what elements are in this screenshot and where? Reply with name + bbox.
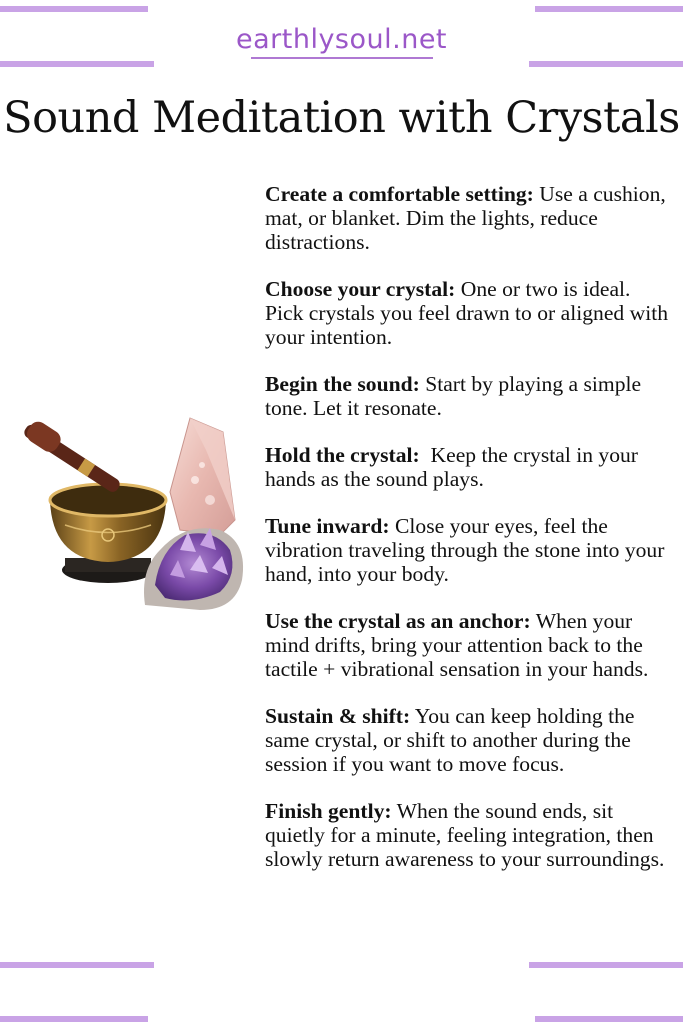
step-heading: Begin the sound: bbox=[265, 372, 420, 396]
step-heading: Hold the crystal: bbox=[265, 443, 420, 467]
step-text: Use a cushion, mat, or blanket. Dim the lights, reduce distractions. bbox=[265, 182, 666, 254]
decorative-bar-top-right bbox=[535, 6, 683, 12]
step-heading: Create a comfortable setting: bbox=[265, 182, 534, 206]
decorative-bar-footer-right bbox=[529, 962, 683, 968]
step-heading: Finish gently: bbox=[265, 799, 392, 823]
decorative-bar-bottom-right bbox=[535, 1016, 683, 1022]
step-text: You can keep holding the same crystal, or shift to another during the session if you want to move focus. bbox=[265, 704, 635, 776]
step-sustain-shift bbox=[265, 704, 670, 776]
step-tune-inward bbox=[265, 514, 670, 586]
amethyst-cluster-icon bbox=[144, 528, 243, 610]
step-text: When your mind drifts, bring your attention back to the tactile + vibrational sensation in your hands. bbox=[265, 609, 649, 681]
step-heading: Choose your crystal: bbox=[265, 277, 456, 301]
brand-underline bbox=[251, 57, 433, 59]
decorative-bar-top-left bbox=[0, 6, 148, 12]
step-choose-crystal bbox=[265, 277, 670, 349]
brand-logo[interactable] bbox=[0, 24, 683, 59]
page-title: Sound Meditation with Crystals bbox=[3, 93, 680, 143]
step-text: When the sound ends, sit quietly for a minute, feeling integration, then slowly return awareness to your surroundings. bbox=[265, 799, 665, 871]
decorative-bar-footer-left bbox=[0, 962, 154, 968]
decorative-bar-header-left bbox=[0, 61, 154, 67]
rose-quartz-point-icon bbox=[170, 418, 235, 535]
singing-bowl-icon bbox=[50, 484, 166, 562]
step-heading: Tune inward: bbox=[265, 514, 390, 538]
step-text: Keep the crystal in your hands as the sound plays. bbox=[265, 443, 644, 491]
step-crystal-anchor bbox=[265, 609, 670, 681]
step-hold-crystal bbox=[265, 443, 670, 491]
decorative-bar-header-right bbox=[529, 61, 683, 67]
step-text: Close your eyes, feel the vibration traveling through the stone into your hand, into your body. bbox=[265, 514, 665, 586]
mallet-icon bbox=[22, 418, 122, 494]
meditation-steps-list bbox=[265, 182, 670, 894]
singing-bowl-crystals-illustration bbox=[20, 410, 250, 615]
step-text: One or two is ideal. Pick crystals you feel drawn to or aligned with your intention. bbox=[265, 277, 668, 349]
brand-text: earthlysoul.net bbox=[235, 24, 448, 55]
step-begin-sound bbox=[265, 372, 670, 420]
step-text: Start by playing a simple tone. Let it resonate. bbox=[265, 372, 642, 420]
decorative-bar-bottom-left bbox=[0, 1016, 148, 1022]
step-finish-gently bbox=[265, 799, 670, 871]
step-heading: Use the crystal as an anchor: bbox=[265, 609, 531, 633]
step-create-setting bbox=[265, 182, 670, 254]
step-heading: Sustain & shift: bbox=[265, 704, 411, 728]
